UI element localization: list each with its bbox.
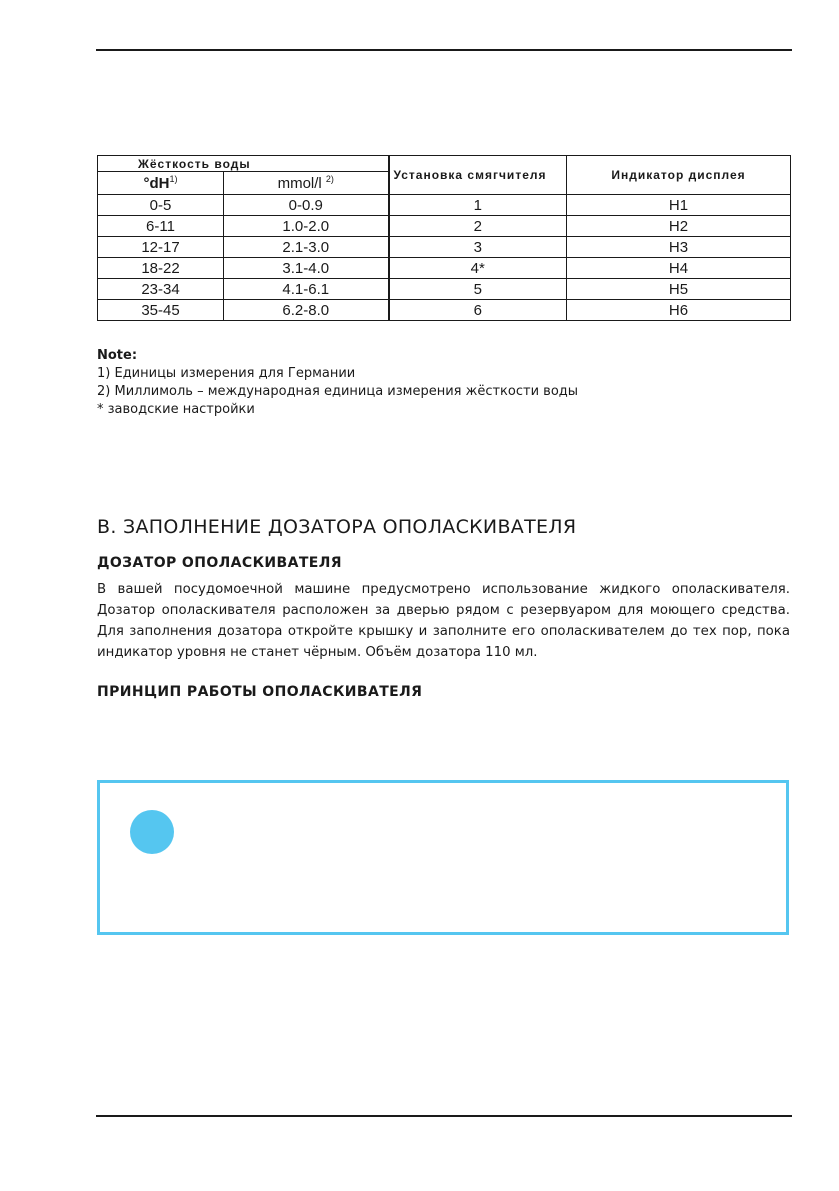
section-title: B. ЗАПОЛНЕНИЕ ДОЗАТОРА ОПОЛАСКИВАТЕЛЯ (97, 516, 577, 538)
dh-cell: 0-5 (98, 195, 224, 216)
table-row (98, 279, 791, 300)
note-line: 2) Миллимоль – международная единица измерения жёсткости воды (97, 384, 579, 399)
dh-cell: 18-22 (98, 258, 224, 279)
display-cell: H1 (567, 195, 791, 216)
dh-cell: 23-34 (98, 279, 224, 300)
header-rule (96, 49, 792, 51)
setting-cell: 1 (389, 195, 567, 216)
dh-unit-header: $^\circ dH^{1)}$ (98, 172, 224, 195)
setting-cell: 2 (389, 216, 567, 237)
display-cell: H4 (567, 258, 791, 279)
mmol-cell: 1.0-2.0 (224, 216, 389, 237)
dh-cell: 12-17 (98, 237, 224, 258)
mmol-unit-header: mmol/l $^{2)}$ (224, 172, 389, 195)
display-cell: H3 (567, 237, 791, 258)
setting-cell: 5 (389, 279, 567, 300)
mmol-cell: 4.1-6.1 (224, 279, 389, 300)
setting-cell: 4* (389, 258, 567, 279)
info-icon (130, 810, 174, 854)
hardness-group-header: Жёсткость воды (98, 156, 389, 172)
water-hardness-table (97, 155, 791, 321)
mmol-cell: 3.1-4.0 (224, 258, 389, 279)
note-line: * заводские настройки (97, 402, 255, 417)
dh-cell: 35-45 (98, 300, 224, 321)
setting-cell: 3 (389, 237, 567, 258)
table-row (98, 237, 791, 258)
mmol-cell: 6.2-8.0 (224, 300, 389, 321)
info-box (97, 780, 789, 935)
dh-cell: 6-11 (98, 216, 224, 237)
note-title: Note: (97, 348, 138, 363)
display-indicator-header: Индикатор дисплея (567, 156, 791, 195)
table-row (98, 258, 791, 279)
table-note (97, 347, 578, 419)
mmol-cell: 2.1-3.0 (224, 237, 389, 258)
table-row (98, 216, 791, 237)
rinse-dispenser-paragraph: В вашей посудомоечной машине предусмотрено использование жидкого ополаскивателя. Дозатор ополаскивателя расположен за дверью рядом с резервуаром для моющего средства. Для заполнения дозатора откройте крышку и заполните его ополаскивателем до тех пор, пока индикатор уровня не станет чёрным. Объём дозатора 110 мл. (97, 582, 790, 660)
footer-rule (96, 1115, 792, 1117)
rinse-dispenser-heading: ДОЗАТОР ОПОЛАСКИВАТЕЛЯ (97, 555, 342, 571)
table-row (98, 300, 791, 321)
table-row (98, 195, 791, 216)
mmol-cell: 0-0.9 (224, 195, 389, 216)
softener-setting-header: Установка смягчителя (389, 156, 567, 195)
display-cell: H6 (567, 300, 791, 321)
display-cell: H2 (567, 216, 791, 237)
setting-cell: 6 (389, 300, 567, 321)
rinse-principle-heading: ПРИНЦИП РАБОТЫ ОПОЛАСКИВАТЕЛЯ (97, 684, 423, 700)
note-line: 1) Единицы измерения для Германии (97, 366, 356, 381)
display-cell: H5 (567, 279, 791, 300)
